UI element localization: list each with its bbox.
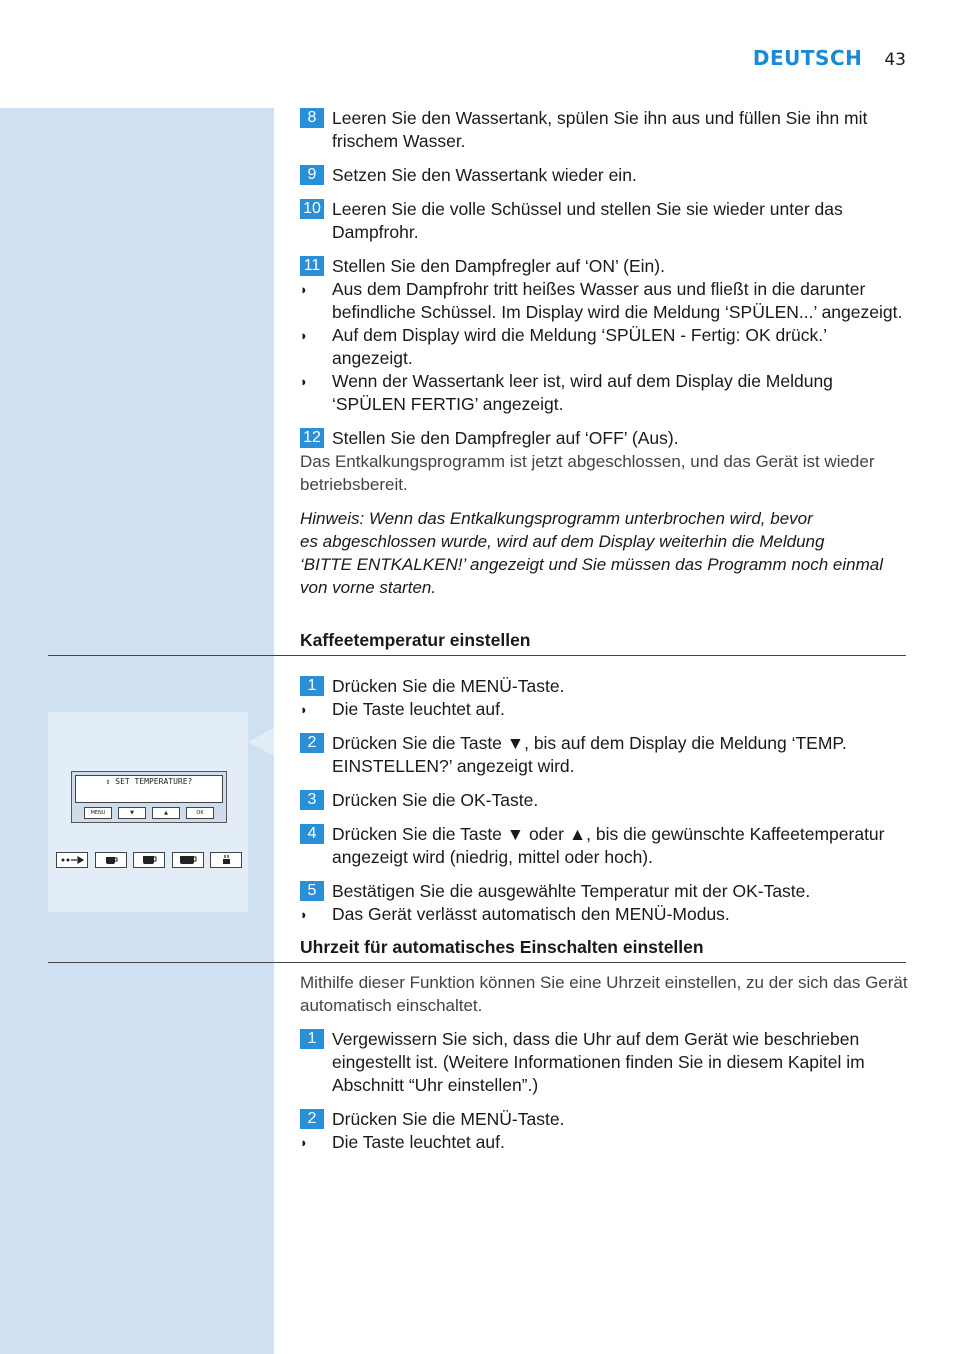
bullet-text: Die Taste leuchtet auf.: [332, 1132, 505, 1152]
step-number: 1: [300, 676, 324, 696]
step-text: Stellen Sie den Dampfregler auf ‘ON’ (Ein).: [332, 256, 665, 276]
step-text: Drücken Sie die MENÜ-Taste.: [332, 1109, 565, 1129]
bullet-item: [300, 903, 910, 926]
bullet-text: Das Gerät verlässt automatisch den MENÜ-Modus.: [332, 904, 730, 924]
lcd-display: ⇕ SET TEMPERATURE?: [75, 775, 223, 803]
step-text: Leeren Sie den Wassertank, spülen Sie ihn aus und füllen Sie ihn mit frischem Wasser.: [332, 108, 868, 151]
step-text: Setzen Sie den Wassertank wieder ein.: [332, 165, 637, 185]
section-title-temperature: Kaffeetemperatur einstellen: [300, 630, 531, 650]
step-text: Drücken Sie die MENÜ-Taste.: [332, 676, 565, 696]
step-2: [300, 732, 910, 778]
step-2: [300, 1108, 910, 1131]
page-number: 43: [884, 50, 906, 70]
large-coffee-button: [172, 852, 204, 868]
step-12: [300, 427, 910, 450]
step-5: [300, 880, 910, 903]
step-text: Drücken Sie die Taste ▼ oder ▲, bis die gewünschte Kaffeetemperatur angezeigt wird (niedrig, mittel oder hoch).: [332, 824, 885, 867]
bullet-text: Auf dem Display wird die Meldung ‘SPÜLEN - Fertig: OK drück.’ angezeigt.: [332, 325, 827, 368]
step-text: Bestätigen Sie die ausgewählte Temperatur mit der OK-Taste.: [332, 881, 811, 901]
step-text: Stellen Sie den Dampfregler auf ‘OFF’ (Aus).: [332, 428, 679, 448]
bullet-icon: ◗: [300, 282, 308, 297]
bullet-icon: ◗: [300, 374, 308, 389]
steps-block-temperature: [300, 675, 910, 926]
step-text: Leeren Sie die volle Schüssel und stellen Sie sie wieder unter das Dampfrohr.: [332, 199, 843, 242]
step-number: 4: [300, 824, 324, 844]
bullet-icon: ◗: [300, 702, 308, 717]
steam-button: [210, 852, 242, 868]
step-1: [300, 1028, 910, 1097]
bullet-icon: ◗: [300, 907, 308, 922]
section-divider: [48, 655, 906, 656]
step-11: [300, 255, 910, 278]
step-number: 11: [300, 256, 324, 276]
step-text: Drücken Sie die Taste ▼, bis auf dem Display die Meldung ‘TEMP. EINSTELLEN?’ angezeigt wird.: [332, 733, 847, 776]
bullet-text: Die Taste leuchtet auf.: [332, 699, 505, 719]
bullet-item: [300, 1131, 910, 1154]
step-number: 2: [300, 1109, 324, 1129]
coffee-button: [133, 852, 165, 868]
step-number: 1: [300, 1029, 324, 1049]
section-divider: [48, 962, 906, 963]
up-button: ▲: [152, 807, 180, 819]
bullet-item: [300, 324, 910, 370]
note-line: Hinweis: Wenn das Entkalkungsprogramm unterbrochen wird, bevor: [300, 509, 813, 528]
bullet-icon: ◗: [300, 1135, 308, 1150]
steps-block-a: [300, 107, 910, 599]
small-cup-icon: [96, 853, 126, 867]
pre-ground-coffee-icon: [57, 853, 87, 867]
steps-block-auto-on: [300, 971, 910, 1154]
step-number: 3: [300, 790, 324, 810]
note-line: ‘BITTE ENTKALKEN!’ angezeigt und Sie müssen das Programm noch einmal: [300, 555, 883, 574]
espresso-button: [95, 852, 127, 868]
note-line: es abgeschlossen wurde, wird auf dem Display weiterhin die Meldung: [300, 532, 825, 551]
bullet-text: Wenn der Wassertank leer ist, wird auf dem Display die Meldung ‘SPÜLEN FERTIG’ angezeigt.: [332, 371, 833, 414]
section-title-auto-on: Uhrzeit für automatisches Einschalten einstellen: [300, 937, 704, 957]
finished-paragraph: Das Entkalkungsprogramm ist jetzt abgeschlossen, und das Gerät ist wieder betriebsbereit.: [300, 452, 875, 494]
pre-ground-coffee-button: [56, 852, 88, 868]
menu-button: MENU: [84, 807, 112, 819]
large-cup-icon: [173, 853, 203, 867]
step-8: [300, 107, 910, 153]
bullet-item: [300, 370, 910, 416]
bullet-text: Aus dem Dampfrohr tritt heißes Wasser aus und fließt in die darunter befindliche Schüssel. Im Display wird die Meldung ‘SPÜLEN...’ angezeigt.: [332, 279, 903, 322]
step-9: [300, 164, 910, 187]
bullet-item: [300, 278, 910, 324]
step-3: [300, 789, 910, 812]
ok-button: OK: [186, 807, 214, 819]
control-panel-figure: [48, 712, 248, 912]
note-line: von vorne starten.: [300, 578, 437, 597]
language-label: DEUTSCH: [752, 46, 863, 70]
bullet-icon: ◗: [300, 328, 308, 343]
step-number: 9: [300, 165, 324, 185]
medium-cup-icon: [134, 853, 164, 867]
bullet-item: [300, 698, 910, 721]
step-text: Drücken Sie die OK-Taste.: [332, 790, 539, 810]
figure-pointer: [248, 728, 274, 756]
step-number: 12: [300, 428, 324, 448]
note-paragraph: [300, 507, 910, 599]
section-intro: Mithilfe dieser Funktion können Sie eine Uhrzeit einstellen, zu der sich das Gerät automatisch einschaltet.: [300, 973, 908, 1015]
step-number: 5: [300, 881, 324, 901]
control-panel: [71, 771, 227, 823]
step-4: [300, 823, 910, 869]
step-10: [300, 198, 910, 244]
down-button: ▼: [118, 807, 146, 819]
step-number: 2: [300, 733, 324, 753]
step-text: Vergewissern Sie sich, dass die Uhr auf dem Gerät wie beschrieben eingestellt ist. (Weitere Informationen finden Sie in diesem Kapitel im Abschnitt “Uhr einstellen”.): [332, 1029, 865, 1095]
page-header: [753, 46, 906, 70]
steam-icon: [211, 853, 241, 867]
step-number: 10: [300, 199, 324, 219]
step-1: [300, 675, 910, 698]
step-number: 8: [300, 108, 324, 128]
